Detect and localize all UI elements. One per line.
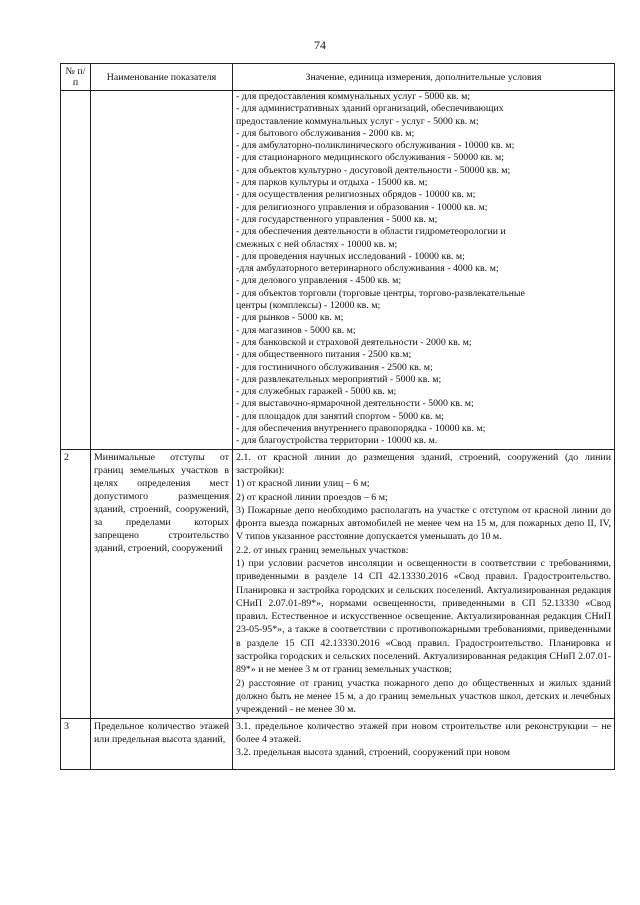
paragraph: 2.2. от иных границ земельных участков: [236,544,409,556]
paragraph: 2.1. от красной линии до размещения зданий, строений, сооружений (до линии застройки): [236,451,611,476]
list-item: - для магазинов - 5000 кв. м; [236,324,356,336]
list-item: - для амбулаторно-поликлинического обслуживания - 10000 кв. м; [236,140,515,152]
list-item: - для предоставления коммунальных услуг - 5000 кв. м; [236,91,471,102]
list-item: -для амбулаторного ветеринарного обслуживания - 4000 кв. м; [236,263,499,275]
list-item: - для обеспечения деятельности в области гидрометеорологии и [236,226,506,238]
paragraph: 3) Пожарные депо необходимо располагать на участке с отступом от красной линии до фронта выезда пожарных автомобилей не менее чем на 15 м, для пожарных депо II, IV, V типов указанное расстояние допускается уменьшать до 10 м. [236,504,611,543]
header-number: № п/п [61,64,91,91]
header-value: Значение, единица измерения, дополнительные условия [233,64,615,91]
table-row [61,91,615,450]
table-header-row [61,64,615,91]
list-item: - для служебных гаражей - 5000 кв. м; [236,386,397,398]
list-item: - для банковской и страховой деятельности - 2000 кв. м; [236,336,472,348]
list-item: - для гостиничного обслуживания - 2500 кв. м; [236,361,433,373]
table-row [61,718,615,769]
list-item: - для парков культуры и отдыха - 15000 кв. м; [236,177,428,189]
list-item: - для выставочно-ярмарочной деятельности - 5000 кв. м; [236,398,474,410]
list-item: - для объектов торговли (торговые центры, торгово-развлекательные [236,287,525,299]
header-name: Наименование показателя [91,64,233,91]
list-item: - для обеспечения внутреннего правопорядка - 10000 кв. м; [236,423,486,435]
list-item: - для площадок для занятий спортом - 5000 кв. м; [236,410,444,422]
paragraph: 1) при условии расчетов инсоляции и освещенности в соответствии с требованиями, приведенными в разделе 14 СП 42.13330.2016 «Свод правил. Градостроительство. Планировка и застройка городских и сельских поселений. Актуализированная редакция СНиП 2.07.01-89*», нормами освещенности, приведенными в СП 52.13330 «Свод правил. Естественное и искусственное освещение. Актуализированная редакция СНиП 23-05-95*», а также в соответствии с противопожарными требованиями, приведенными в разделе 15 СП 42.13330.2016 «Свод правил. Градостроительство. Планировка и застройка городских и сельских поселений. Актуализированная редакция СНиП 2.07.01-89*» и не менее 3 м от границ земельных участков; [236,557,611,676]
paragraph: 2) от красной линии проездов – 6 м; [236,491,388,503]
paragraph: 2) расстояние от границ участка пожарного депо до общественных и жилых зданий должно быть не менее 15 м, а до границ земельных участков школ, детских и лечебных учреждений - не менее 30 м. [236,677,611,716]
list-item: - для благоустройства территории - 10000 кв. м. [236,435,438,447]
parameters-table [60,63,615,770]
list-item: смежных с ней областях - 10000 кв. м; [236,238,398,250]
row-name [91,91,233,450]
paragraph: 1) от красной линии улиц – 6 м; [236,478,370,490]
list-item: предоставление коммунальных услуг - услуг - 5000 кв. м; [236,115,479,127]
row-number: 3 [61,718,91,769]
paragraph: 3.1. предельное количество этажей при новом строительстве или реконструкции – не более 4 этажей. [236,720,611,745]
list-item: - для религиозного управления и образования - 10000 кв. м; [236,201,488,213]
list-item: - для стационарного медицинского обслуживания - 50000 кв. м; [236,152,504,164]
list-item: центры (комплексы) - 12000 кв. м; [236,300,381,312]
list-item: - для государственного управления - 5000 кв. м; [236,213,438,225]
page-number: 74 [314,38,326,52]
row-value [233,718,615,769]
list-item: - для развлекательных мероприятий - 5000 кв. м; [236,373,442,385]
row-value [233,449,615,718]
list-item: - для осуществления религиозных обрядов - 10000 кв. м; [236,189,476,201]
list-item: - для общественного питания - 2500 кв.м; [236,349,412,361]
list-item: - для объектов культурно - досуговой деятельности - 50000 кв. м; [236,164,511,176]
list-item: - для рынков - 5000 кв. м; [236,312,344,324]
table-row [61,449,615,718]
list-item: - для бытового обслуживания - 2000 кв. м; [236,127,415,139]
list-item: - для проведения научных исследований - 10000 кв. м; [236,250,465,262]
row-value [233,91,615,450]
row-number: 2 [61,449,91,718]
row-name: Минимальные отступы от границ земельных участков в целях определения мест допустимого размещения зданий, строений, сооружений, за пределами которых запрещено строительство зданий, строений, сооружений [91,449,233,718]
list-item: - для административных зданий организаций, обеспечивающих [236,103,504,115]
list-item: - для делового управления - 4500 кв. м; [236,275,402,287]
row-number [61,91,91,450]
row-name: Предельное количество этажей или предельная высота зданий, [91,718,233,769]
paragraph: 3.2. предельная высота зданий, строений, сооружений при новом [236,747,511,759]
